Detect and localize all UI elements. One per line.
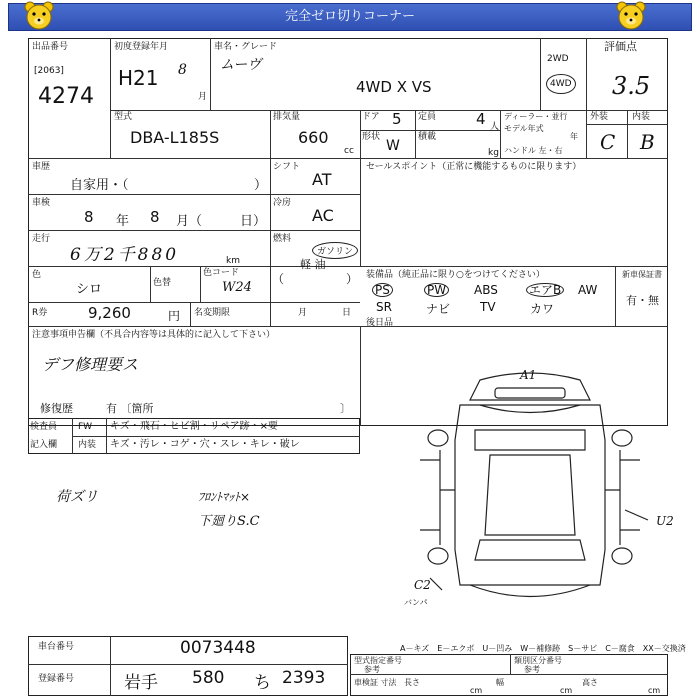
recycle-label: R券	[32, 308, 48, 318]
notes-text: デフ修理要ス	[42, 355, 139, 374]
recall-label: 後日品	[366, 318, 394, 328]
drive-2wd-label: 2WD	[547, 54, 569, 64]
registration-class: 580	[192, 668, 225, 688]
recycle-unit: 円	[168, 309, 181, 323]
chassis-label: 車台番号	[38, 642, 75, 652]
recycle-value: 9,260	[88, 304, 131, 322]
capacity-value: 4	[476, 110, 486, 128]
dims-width: 幅	[496, 678, 504, 687]
diagram-mark-c2-sub: バンパ	[404, 598, 428, 607]
exterior-value: C	[600, 130, 616, 154]
inspection-month-unit: 月（	[176, 214, 203, 229]
aircon-value: AC	[312, 206, 334, 225]
banner	[8, 3, 692, 31]
registration-label: 登録番号	[38, 674, 75, 684]
dims-length: 長さ	[404, 678, 420, 687]
equip-tv: TV	[480, 300, 496, 314]
dims-height-cm: cm	[648, 686, 661, 695]
new-warranty-label: 新車保証書	[622, 270, 662, 279]
lot-number: 4274	[38, 84, 94, 109]
inspection-year-unit: 年	[116, 214, 130, 229]
diagram-mark-c2: C2	[414, 578, 431, 592]
repair-value: 有 〔箇所	[106, 402, 154, 415]
type-cert-label: 型式指定番号	[354, 656, 402, 665]
type-cert-ref: 参考	[364, 665, 380, 674]
capacity-label: 定員	[418, 112, 437, 122]
drive-4wd-circled: 4WD	[546, 74, 576, 94]
chassis-value: 0073448	[180, 638, 256, 658]
registration-region: 岩手	[124, 673, 158, 693]
equip-airbag: エアB	[526, 283, 564, 297]
load-label: 積載	[418, 132, 437, 142]
notes-label: 注意事項申告欄（不具合内容等は具体的に記入して下さい）	[32, 330, 276, 340]
dealer-label: ディーラー・並行	[504, 112, 568, 121]
equip-abs: ABS	[474, 283, 498, 297]
dims-length-cm: cm	[470, 686, 483, 695]
car-name-label: 車名・グレード	[214, 42, 278, 52]
first-reg-label: 初度登録年月	[114, 42, 169, 52]
banner-title: 完全ゼロ切りコーナー	[284, 9, 415, 24]
capacity-unit: 人	[490, 122, 500, 132]
color-code-value: W24	[222, 280, 252, 295]
registration-number: 2393	[282, 668, 326, 688]
new-warranty-value: 有・無	[626, 294, 659, 307]
shift-value: AT	[312, 170, 332, 189]
fuel-gasoline: ガソリン	[312, 242, 358, 259]
history-close: ）	[254, 178, 268, 193]
checklist-label2: 記入欄	[30, 440, 58, 450]
color-label: 色	[32, 270, 42, 280]
bear-mascot-left-icon	[22, 0, 56, 32]
checklist-row1-head: FW	[78, 422, 93, 432]
equip-pw: PW	[424, 283, 449, 297]
interior-value: B	[640, 130, 655, 154]
inspection-label: 車検	[32, 198, 51, 208]
displacement-value: 660	[298, 128, 329, 147]
class-num-ref: 参考	[524, 665, 540, 674]
lot-sub: [2063]	[34, 66, 64, 76]
sales-point-label: セールスポイント（正常に機能するものに限ります）	[366, 162, 582, 172]
fuel-paren-open: （	[272, 272, 285, 286]
mileage-unit: km	[226, 256, 240, 266]
score-value: 3.5	[612, 72, 651, 100]
exterior-label: 外装	[590, 112, 609, 122]
name-change-month: 月	[298, 308, 308, 318]
inspection-year: 8	[84, 208, 94, 226]
dims-label: 車検証 寸法	[354, 678, 397, 687]
diagram-mark-u2: U2	[656, 514, 674, 528]
diagram-mark-a1: A1	[520, 368, 537, 382]
load-unit: kg	[488, 148, 499, 158]
inspection-day-unit: 日）	[240, 214, 267, 229]
shape-label: 形状	[362, 132, 381, 142]
fuel-label: 燃料	[273, 234, 292, 244]
mileage-value: 6万2千880	[70, 245, 180, 265]
checklist-label1: 検査員	[30, 422, 58, 432]
checklist-row1: キズ・飛石・ヒビ割・リペア跡・×要	[110, 421, 278, 432]
color-change-label: 色替	[153, 278, 172, 288]
equip-ps: PS	[372, 283, 393, 297]
equip-aw: AW	[578, 283, 598, 297]
equip-leather: カワ	[530, 302, 555, 316]
model-label: 型式	[114, 112, 133, 122]
shape-value: W	[386, 138, 400, 154]
history-value: 自家用・（	[70, 178, 129, 193]
lot-label: 出品番号	[32, 42, 69, 52]
car-grade: 4WD X VS	[356, 78, 432, 96]
car-name: ムーヴ	[220, 57, 262, 73]
doors-value: 5	[392, 110, 402, 128]
model-year-unit: 年	[570, 132, 578, 141]
fuel-paren-close: ）	[346, 272, 359, 286]
color-value: シロ	[76, 282, 103, 297]
displacement-label: 排気量	[273, 112, 301, 122]
first-reg-month-unit: 月	[198, 92, 208, 102]
dims-height: 高さ	[582, 678, 598, 687]
inspector-note-right2: 下廻りS.C	[198, 514, 260, 529]
first-reg-month: 8	[178, 62, 187, 78]
first-reg-era-year: H21	[118, 66, 159, 90]
checklist-row2: キズ・汚レ・コゲ・穴・スレ・キレ・破レ	[110, 439, 300, 450]
displacement-unit: cc	[344, 146, 354, 156]
model-year-label: モデル年式	[504, 124, 544, 133]
model-value: DBA-L185S	[130, 128, 220, 147]
dims-width-cm: cm	[560, 686, 573, 695]
shift-label: シフト	[273, 162, 301, 172]
score-label: 評価点	[604, 40, 637, 53]
damage-legend: A－キズ E－エクボ U－凹み W－補修跡 S－サビ C－腐食 XX－交換済	[400, 644, 686, 653]
history-label: 車歴	[32, 162, 51, 172]
mileage-label: 走行	[32, 234, 51, 244]
checklist-row2-head: 内装	[78, 440, 97, 450]
inspection-month: 8	[150, 208, 160, 226]
aircon-label: 冷房	[273, 198, 292, 208]
handle-label: ハンドル 左・右	[504, 146, 563, 155]
inspector-note-right1: ﾌﾛﾝﾄﾏｯﾄ×	[198, 490, 251, 504]
equipment-label: 装備品（純正品に限り○をつけてください）	[366, 270, 545, 280]
name-change-day: 日	[342, 308, 352, 318]
equip-sr: SR	[376, 300, 392, 314]
fuel-diesel: 軽 油	[300, 258, 326, 271]
registration-kana: ち	[254, 673, 271, 693]
bear-mascot-right-icon	[614, 0, 648, 32]
doors-label: ドア	[362, 112, 380, 122]
name-change-label: 名変期限	[194, 308, 231, 318]
repair-label: 修復歴	[40, 402, 73, 415]
class-num-label: 類別区分番号	[514, 656, 562, 665]
equip-navi: ナビ	[426, 302, 451, 316]
repair-close: 〕	[340, 402, 351, 415]
inspector-note-left: 荷ズリ	[56, 489, 98, 505]
color-code-label: 色コード	[203, 268, 240, 278]
interior-label: 内装	[632, 112, 651, 122]
